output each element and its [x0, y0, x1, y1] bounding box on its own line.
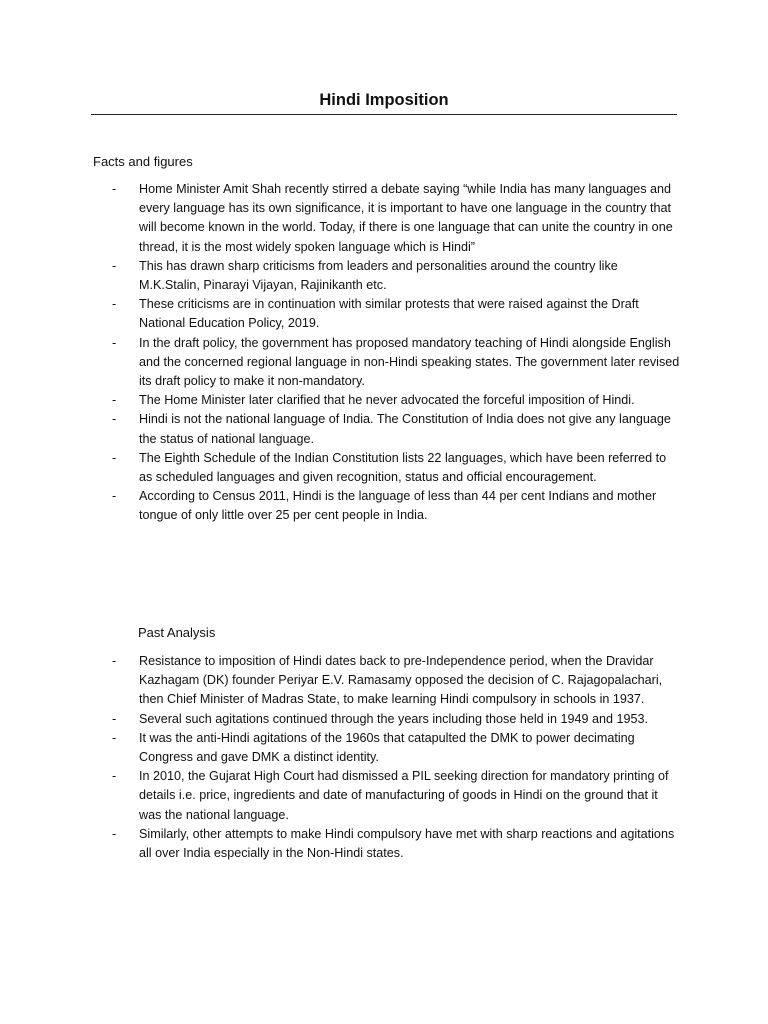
list-item-text: Resistance to imposition of Hindi dates back to pre-Independence period, when the Dravidar Kazhagam (DK) founder Periyar E.V. Ramasamy opposed the decision of C. Rajagopalachari, then Chief Minister of Madras State, to make learning Hindi compulsory in schools in 1937. [139, 654, 663, 707]
list-item [112, 449, 682, 487]
facts-list [112, 180, 682, 526]
list-item-text: Hindi is not the national language of India. The Constitution of India does not give any language the status of national language. [139, 412, 671, 446]
list-item [112, 487, 682, 525]
list-item [112, 825, 682, 863]
list-item-text: The Eighth Schedule of the Indian Constitution lists 22 languages, which have been referred to as scheduled languages and given recognition, status and official encouragement. [139, 450, 667, 485]
section-heading-past-analysis: Past Analysis [138, 625, 216, 640]
bullet-dash: - [112, 335, 117, 350]
list-item [112, 710, 682, 729]
list-item-text: Home Minister Amit Shah recently stirred a debate saying “while India has many languages and every language has its own significance, it is important to have one language in the country that will become known in the world. Today, if there is one language that can unite the country in one thread, it is the most widely spoken language which is Hindi” [139, 182, 673, 254]
list-item [112, 652, 682, 710]
bullet-dash: - [112, 489, 117, 504]
list-item-text: This has drawn sharp criticisms from leaders and personalities around the country like M.K.Stalin, Pinarayi Vijayan, Rajinikanth etc. [139, 258, 618, 293]
list-item [112, 410, 682, 448]
bullet-dash: - [112, 654, 117, 668]
list-item [112, 295, 682, 333]
bullet-dash: - [112, 730, 117, 745]
list-item [112, 334, 682, 392]
list-item [112, 391, 682, 410]
list-item [112, 767, 682, 825]
list-item-text: It was the anti-Hindi agitations of the 1960s that catapulted the DMK to power decimating Congress and gave DMK a distinct identity. [139, 730, 635, 765]
list-item [112, 729, 682, 767]
list-item-text: These criticisms are in continuation with similar protests that were raised against the Draft National Education Policy, 2019. [139, 297, 639, 331]
list-item-text: Several such agitations continued through the years including those held in 1949 and 1953. [139, 711, 649, 726]
bullet-dash: - [112, 826, 117, 841]
bullet-dash: - [112, 769, 117, 784]
bullet-dash: - [112, 182, 117, 196]
bullet-dash: - [112, 412, 117, 427]
list-item [112, 180, 682, 257]
list-item-text: In the draft policy, the government has proposed mandatory teaching of Hindi alongside English and the concerned regional language in non-Hindi speaking states. The government later revised its draft policy to make it non-mandatory. [139, 335, 680, 389]
bullet-dash: - [112, 393, 117, 408]
list-item [112, 257, 682, 295]
title-underline [91, 114, 677, 115]
list-item-text: According to Census 2011, Hindi is the language of less than 44 per cent Indians and mother tongue of only little over 25 per cent people in India. [139, 489, 657, 523]
document-title: Hindi Imposition [319, 91, 449, 109]
past-analysis-list [112, 652, 682, 863]
list-item-text: The Home Minister later clarified that he never advocated the forceful imposition of Hindi. [139, 393, 635, 408]
bullet-dash: - [112, 297, 117, 312]
section-heading-facts: Facts and figures [93, 154, 193, 169]
bullet-dash: - [112, 258, 117, 273]
bullet-dash: - [112, 450, 117, 465]
list-item-text: In 2010, the Gujarat High Court had dismissed a PIL seeking direction for mandatory printing of details i.e. price, ingredients and date of manufacturing of goods in Hindi on the ground that it was the national language. [139, 769, 669, 822]
bullet-dash: - [112, 711, 117, 726]
list-item-text: Similarly, other attempts to make Hindi compulsory have met with sharp reactions and agitations all over India especially in the Non-Hindi states. [139, 826, 675, 861]
